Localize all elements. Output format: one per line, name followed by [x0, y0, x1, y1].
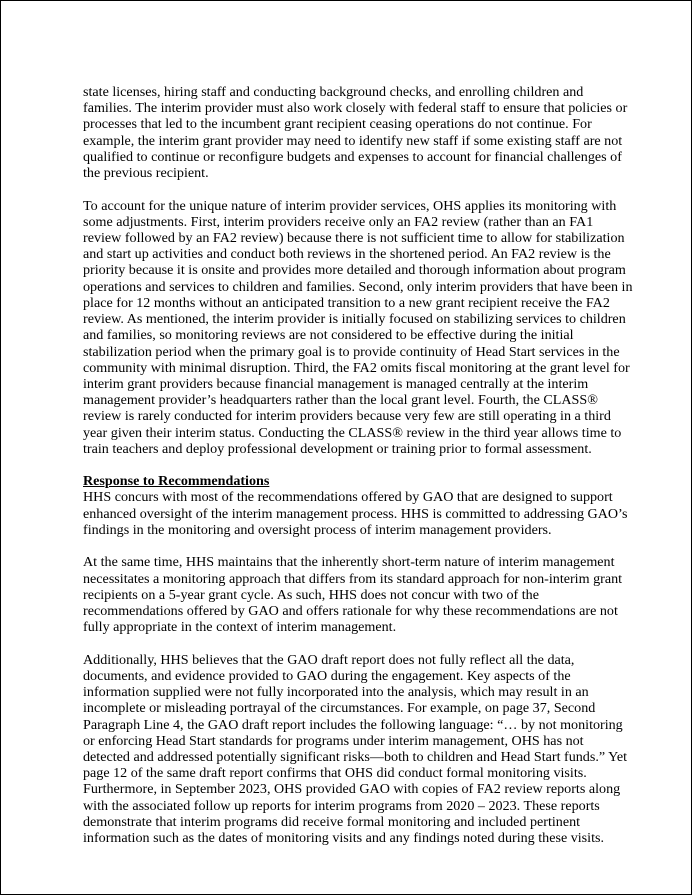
text-line: information such as the dates of monitoring visits and any findings noted during these visits.	[83, 830, 605, 847]
text-line: families. The interim provider must also work closely with federal staff to ensure that policies or	[83, 100, 628, 117]
paragraph	[83, 84, 643, 181]
text-line: Additionally, HHS believes that the GAO draft report does not fully reflect all the data,	[83, 651, 575, 668]
text-line: management provider’s headquarters rather than the local grant level. Fourth, the CLASS®	[83, 392, 598, 409]
text-line: enhanced oversight of the interim management process. HHS is committed to addressing GAO’s	[83, 505, 628, 522]
text-line: necessitates a monitoring approach that differs from its standard approach for non-interim grant	[83, 570, 623, 587]
text-line: Furthermore, in September 2023, OHS provided GAO with copies of FA2 review reports along	[83, 781, 621, 798]
text-line: demonstrate that interim programs did receive formal monitoring and included pertinent	[83, 813, 581, 830]
text-line: documents, and evidence provided to GAO during the engagement. Key aspects of the	[83, 667, 571, 684]
paragraph	[83, 652, 643, 847]
text-line: processes that led to the incumbent grant recipient ceasing operations do not continue. For	[83, 116, 592, 133]
text-line: or enforcing Head Start standards for programs under interim management, OHS has not	[83, 732, 584, 749]
text-line: information supplied were not fully incorporated into the analysis, which may result in an	[83, 684, 589, 701]
text-line: recipients on a 5-year grant cycle. As such, HHS does not concur with two of the	[83, 586, 539, 603]
text-line: and families, so monitoring reviews are not considered to be effective during the initial	[83, 327, 574, 344]
text-line: example, the interim grant provider may need to identify new staff if some existing staff are not	[83, 132, 623, 149]
text-line: review. As mentioned, the interim provider is initially focused on stabilizing services to children	[83, 311, 626, 328]
text-line: HHS concurs with most of the recommendations offered by GAO that are designed to support	[83, 489, 613, 506]
text-line: place for 12 months without an anticipated transition to a new grant recipient receive the FA2	[83, 294, 610, 311]
text-line: page 12 of the same draft report confirms that OHS did conduct formal monitoring visits.	[83, 765, 587, 782]
text-line: To account for the unique nature of interim provider services, OHS applies its monitoring with	[83, 197, 617, 214]
text-line: findings in the monitoring and oversight process of interim management providers.	[83, 521, 552, 538]
paragraph	[83, 198, 643, 458]
text-line: At the same time, HHS maintains that the inherently short-term nature of interim management	[83, 554, 615, 571]
text-line: review followed by an FA2 review) because there is not sufficient time to allow for stabilization	[83, 229, 625, 246]
text-line: interim grant providers because financial management is managed centrally at the interim	[83, 375, 589, 392]
text-line: operations and services to children and families. Second, only interim providers that have been in	[83, 278, 633, 295]
text-line: community with minimal disruption. Third, the FA2 omits fiscal monitoring at the grant level for	[83, 359, 630, 376]
text-line: recommendations offered by GAO and offers rationale for why these recommendations are not	[83, 603, 618, 619]
text-line: some adjustments. First, interim providers receive only an FA2 review (rather than an FA1	[83, 213, 594, 230]
text-line: train teachers and deploy professional development or training prior to formal assessment.	[83, 440, 592, 457]
text-line: review is rarely conducted for interim providers because very few are still operating in a third	[83, 408, 611, 425]
text-line: stabilization period when the primary goal is to provide continuity of Head Start services in the	[83, 343, 620, 360]
document-body	[83, 84, 643, 846]
text-line: priority because it is onsite and provides more detailed and thorough information about program	[83, 262, 626, 279]
section-heading: Response to Recommendations	[83, 473, 270, 490]
text-line: and start up activities and conduct both reviews in the shortened period. An FA2 review is the	[83, 246, 611, 263]
text-line: Paragraph Line 4, the GAO draft report includes the following language: “… by not monitoring	[83, 716, 623, 733]
paragraph	[83, 554, 643, 635]
text-line: incomplete or misleading portrayal of the circumstances. For example, on page 37, Second	[83, 700, 596, 717]
text-line: state licenses, hiring staff and conducting background checks, and enrolling children and	[83, 84, 584, 100]
text-line: the previous recipient.	[83, 165, 209, 182]
paragraph	[83, 489, 643, 538]
text-line: qualified to continue or reconfigure budgets and expenses to account for financial challenges of	[83, 148, 622, 165]
text-line: year given their interim status. Conducting the CLASS® review in the third year allows time to	[83, 424, 622, 441]
text-line: detected and addressed potentially significant risks—both to children and Head Start funds.” Yet	[83, 748, 628, 765]
text-line: with the associated follow up reports for interim programs from 2020 – 2023. These reports	[83, 797, 600, 814]
text-line: fully appropriate in the context of interim management.	[83, 619, 397, 636]
